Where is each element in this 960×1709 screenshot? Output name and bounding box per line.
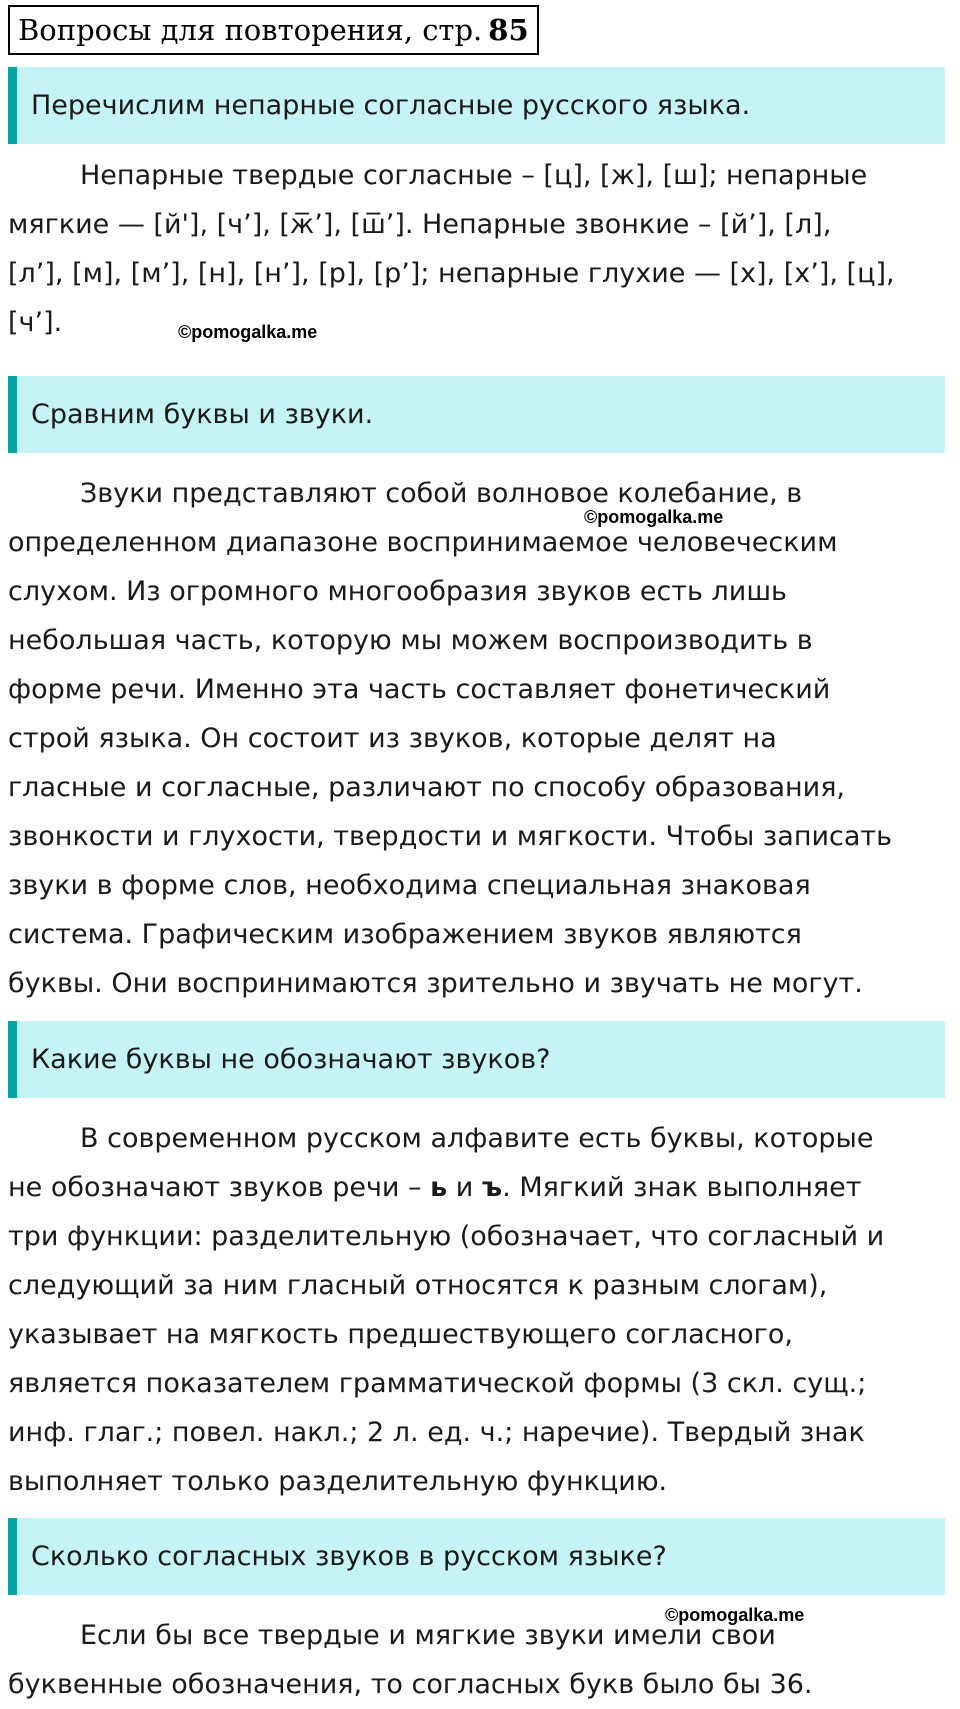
question-text-4: Сколько согласных звуков в русском языке? <box>31 1541 667 1572</box>
watermark: ©pomogalka.me <box>178 322 318 342</box>
answer-paragraph-4 <box>8 1611 948 1709</box>
answer-line: Если бы все твердые и мягкие звуки имели свои <box>80 1620 776 1651</box>
watermark: ©pomogalka.me <box>584 507 724 527</box>
question-banner-4 <box>8 1518 945 1595</box>
answer-line: небольшая часть, которую мы можем воспроизводить в <box>8 625 813 656</box>
answer-line: мягкие — [й'], [ч’], [ж̅’], [ш̅’]. Непарные звонкие – [й’], [л], <box>8 209 832 240</box>
answer-line: является показателем грамматической формы (3 скл. сущ.; <box>8 1368 867 1399</box>
answer-line: слухом. Из огромного многообразия звуков есть лишь <box>8 576 787 607</box>
answer-line: В современном русском алфавите есть буквы, которые <box>80 1123 874 1154</box>
answer-line: звуки в форме слов, необходима специальная знаковая <box>8 870 811 901</box>
answer-paragraph-1 <box>8 151 948 347</box>
answer-line: звонкости и глухости, твердости и мягкости. Чтобы записать <box>8 821 893 852</box>
answer-line: система. Графическим изображением звуков являются <box>8 919 802 950</box>
answer-text: и <box>447 1172 482 1203</box>
question-text-1: Перечислим непарные согласные русского языка. <box>31 90 751 121</box>
answer-line: буквы. Они воспринимаются зрительно и звучать не могут. <box>8 968 863 999</box>
answer-line: буквенные обозначения, то согласных букв было бы 36. <box>8 1669 813 1700</box>
answer-line: выполняет только разделительную функцию. <box>8 1466 668 1497</box>
answer-line-with-signs <box>8 1163 948 1212</box>
watermark: ©pomogalka.me <box>665 1605 805 1625</box>
page-title <box>8 5 539 55</box>
answer-line: определенном диапазоне воспринимаемое человеческим <box>8 527 838 558</box>
question-banner-2 <box>8 376 945 453</box>
page-number: 85 <box>488 13 529 47</box>
question-text-2: Сравним буквы и звуки. <box>31 399 374 430</box>
answer-line: три функции: разделительную (обозначает, что согласный и <box>8 1221 885 1252</box>
answer-line: указывает на мягкость предшествующего согласного, <box>8 1319 793 1350</box>
answer-line: инф. глаг.; повел. накл.; 2 л. ед. ч.; наречие). Твердый знак <box>8 1417 865 1448</box>
answer-paragraph-2 <box>8 469 948 1008</box>
answer-text: . Мягкий знак выполняет <box>502 1172 862 1203</box>
answer-line: гласные и согласные, различают по способу образования, <box>8 772 846 803</box>
answer-line: форме речи. Именно эта часть составляет фонетический <box>8 674 831 705</box>
answer-line: [ч’]. <box>8 307 63 338</box>
question-banner-3 <box>8 1021 945 1098</box>
answer-line: Звуки представляют собой волновое колебание, в <box>80 478 803 509</box>
answer-text: не обозначают звуков речи – <box>8 1172 431 1203</box>
hard-sign: ъ <box>481 1172 503 1203</box>
soft-sign: ь <box>430 1172 448 1203</box>
question-text-3: Какие буквы не обозначают звуков? <box>31 1044 551 1075</box>
answer-line: [л’], [м], [м’], [н], [н’], [р], [р’]; непарные глухие — [х], [х’], [ц], <box>8 258 895 289</box>
answer-line: строй языка. Он состоит из звуков, которые делят на <box>8 723 777 754</box>
question-banner-1 <box>8 67 945 144</box>
answer-line: Непарные твердые согласные – [ц], [ж], [ш]; непарные <box>80 160 868 191</box>
answer-line: следующий за ним гласный относятся к разным слогам), <box>8 1270 828 1301</box>
page-title-text: Вопросы для повторения, стр. <box>18 13 483 47</box>
answer-paragraph-3 <box>8 1114 948 1506</box>
